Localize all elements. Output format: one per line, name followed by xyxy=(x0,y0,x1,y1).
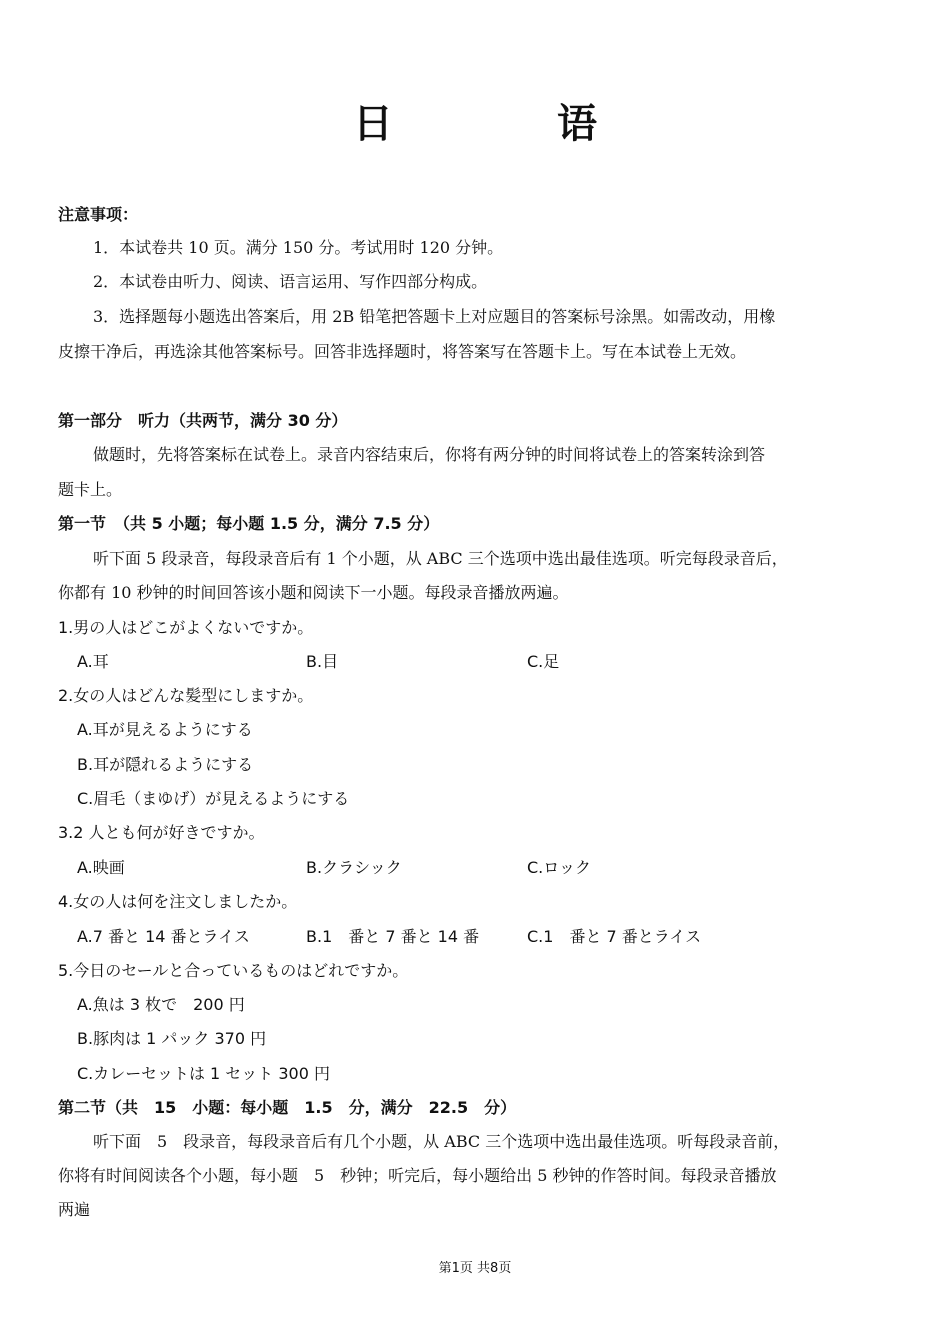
question-4-option-c: C.1 番と 7 番とライス xyxy=(527,927,702,946)
question-5-option-a: A.魚は 3 枚で 200 円 xyxy=(77,995,245,1014)
question-4-option-a: A.7 番と 14 番とライス xyxy=(77,927,250,946)
question-4-option-b: B.1 番と 7 番と 14 番 xyxy=(306,927,480,946)
question-4: 4.女の人は何を注文しましたか。 xyxy=(58,892,298,911)
part1-intro-line-1: 做题时，先将答案标在试卷上。录音内容结束后，你将有两分钟的时间将试卷上的答案转涂到答 xyxy=(93,445,766,464)
question-5-option-c: C.カレーセットは 1 セット 300 円 xyxy=(77,1064,331,1083)
page-title: 日 语 xyxy=(353,101,659,147)
question-1-option-c: C.足 xyxy=(527,652,560,671)
notice-heading: 注意事项： xyxy=(58,205,139,224)
question-3: 3.2 人とも何が好きですか。 xyxy=(58,823,265,842)
question-3-option-a: A.映画 xyxy=(77,858,125,877)
section2-intro-line-1: 听下面 5 段录音，每段录音后有几个小题，从 ABC 三个选项中选出最佳选项。听每段录音前， xyxy=(93,1132,790,1151)
part1-intro-line-2: 题卡上。 xyxy=(58,480,123,499)
notice-item-2: 2．本试卷由听力、阅读、语言运用、写作四部分构成。 xyxy=(93,272,488,291)
section2-intro-line-2: 你将有时间阅读各个小题，每小题 5 秒钟；听完后，每小题给出 5 秒钟的作答时间。每段录音播放 xyxy=(58,1166,777,1185)
section1-intro-line-2: 你都有 10 秒钟的时间回答该小题和阅读下一小题。每段录音播放两遍。 xyxy=(58,583,569,602)
question-1-option-b: B.目 xyxy=(306,652,339,671)
question-2-option-b: B.耳が隠れるようにする xyxy=(77,755,254,774)
notice-item-3-line-2: 皮擦干净后，再选涂其他答案标号。回答非选择题时，将答案写在答题卡上。写在本试卷上无效。 xyxy=(58,342,747,361)
question-2-option-c: C.眉毛（まゆげ）が見えるようにする xyxy=(77,789,350,808)
notice-item-1: 1．本试卷共 10 页。满分 150 分。考试用时 120 分钟。 xyxy=(93,238,504,257)
page-footer: 第1页 共8页 xyxy=(438,1261,512,1276)
question-3-option-b: B.クラシック xyxy=(306,858,402,877)
question-2: 2.女の人はどんな髪型にしますか。 xyxy=(58,686,314,705)
question-3-option-c: C.ロック xyxy=(527,858,591,877)
section2-heading: 第二节（共 15 小题：每小题 1.5 分，满分 22.5 分） xyxy=(58,1098,517,1117)
notice-item-3-line-1: 3．选择题每小题选出答案后，用 2B 铅笔把答题卡上对应题目的答案标号涂黑。如需改动，用橡 xyxy=(93,307,776,326)
question-5: 5.今日のセールと合っているものはどれですか。 xyxy=(58,961,409,980)
question-1: 1.男の人はどこがよくないですか。 xyxy=(58,618,314,637)
question-2-option-a: A.耳が見えるようにする xyxy=(77,720,253,739)
question-5-option-b: B.豚肉は 1 パック 370 円 xyxy=(77,1029,267,1048)
question-1-option-a: A.耳 xyxy=(77,652,109,671)
part1-heading: 第一部分 听力（共两节，满分 30 分） xyxy=(58,411,348,430)
section2-intro-line-3: 两遍 xyxy=(58,1200,91,1219)
section1-heading: 第一节 （共 5 小题；每小题 1.5 分，满分 7.5 分） xyxy=(58,514,440,533)
section1-intro-line-1: 听下面 5 段录音，每段录音后有 1 个小题，从 ABC 三个选项中选出最佳选项。听完每段录音后， xyxy=(93,549,788,568)
